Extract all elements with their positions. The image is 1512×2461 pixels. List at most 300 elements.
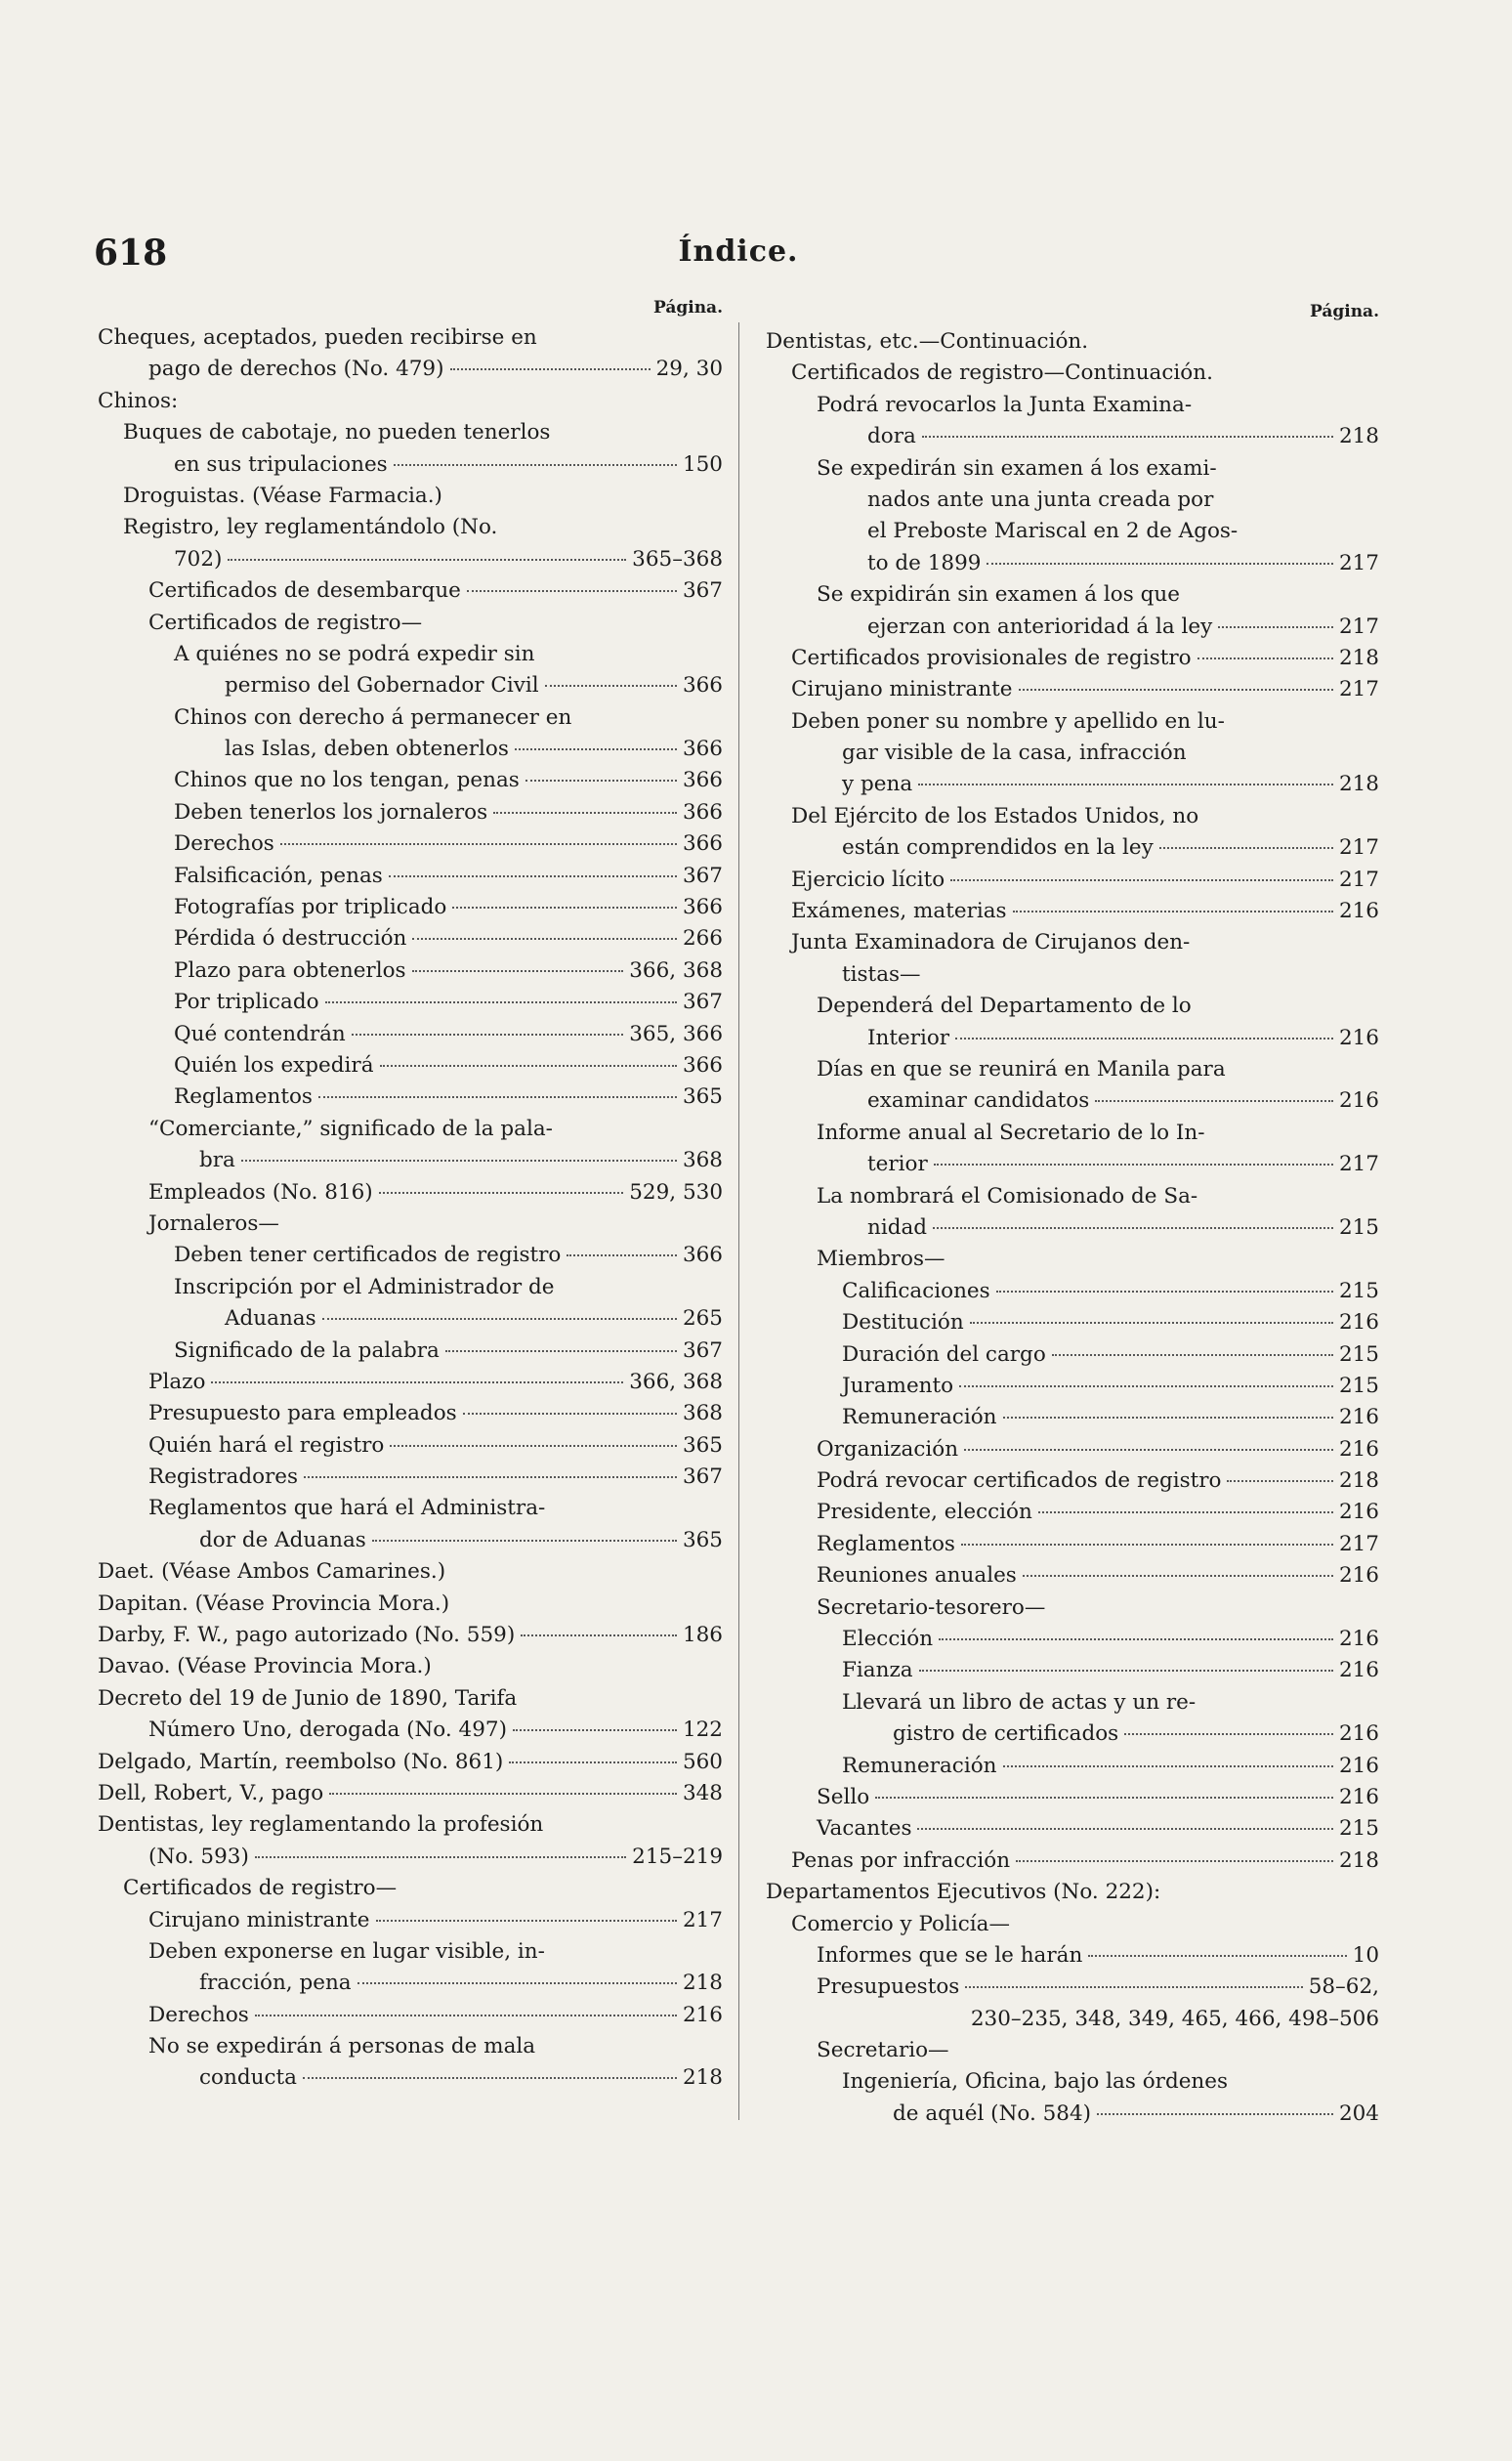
entry-text: Número Uno, derogada (No. 497) (148, 1718, 507, 1743)
entry-page-ref: 217 (1338, 677, 1379, 702)
index-entry (762, 1371, 1379, 1402)
index-entry (762, 1149, 1379, 1180)
index-entry (762, 612, 1379, 643)
dot-leader (970, 1322, 1333, 1324)
dot-leader (1003, 1765, 1333, 1767)
entry-text: dor de Aduanas (199, 1527, 366, 1552)
entry-text: (No. 593) (148, 1844, 249, 1869)
entry-text: Presupuestos (817, 1974, 960, 2000)
entry-page-ref: 216 (1338, 1025, 1379, 1050)
entry-text: gistro de certificados (893, 1721, 1119, 1747)
entry-page-ref: 218 (682, 1971, 723, 1996)
dot-leader (1097, 2113, 1333, 2115)
entry-page-ref: 365, 366 (629, 1021, 723, 1046)
index-entry (94, 1873, 723, 1904)
index-entry (762, 801, 1379, 832)
entry-text: Empleados (No. 816) (148, 1179, 373, 1205)
index-entry (94, 1336, 723, 1367)
dot-leader (918, 784, 1333, 785)
dot-leader (922, 436, 1333, 438)
index-entry (762, 453, 1379, 485)
entry-page-ref: 366 (682, 1243, 723, 1268)
dot-leader (961, 1544, 1333, 1546)
entry-page-ref: 367 (682, 863, 723, 888)
entry-text: Remuneración (842, 1753, 997, 1778)
entry-text: gar visible de la casa, infracción (842, 741, 1187, 766)
entry-text: Darby, F. W., pago autorizado (No. 559) (98, 1623, 516, 1648)
dot-leader (390, 1445, 677, 1447)
dot-leader (241, 1160, 677, 1162)
entry-text: Dentistas, etc.—Continuación. (766, 329, 1089, 354)
index-entry (94, 955, 723, 987)
index-entry (94, 1019, 723, 1050)
entry-page-ref: 365 (682, 1432, 723, 1458)
entry-text: Se expidirán sin examen á los que (817, 582, 1180, 608)
index-entry (762, 1846, 1379, 1877)
entry-page-ref: 367 (682, 1464, 723, 1490)
entry-text: “Comerciante,” significado de la pala- (148, 1116, 553, 1141)
dot-leader (939, 1638, 1333, 1640)
entry-text: Elección (842, 1627, 934, 1652)
entry-text: Droguistas. (Véase Farmacia.) (123, 483, 442, 508)
index-entry (94, 1620, 723, 1651)
index-entry (94, 1050, 723, 1082)
index-entry (762, 959, 1379, 991)
dot-leader (1159, 847, 1333, 849)
entry-text: Registro, ley reglamentándolo (No. (123, 515, 498, 540)
index-entry (94, 2031, 723, 2062)
entry-text: Buques de cabotaje, no pueden tenerlos (123, 420, 551, 446)
dot-leader (228, 559, 626, 561)
index-entry (762, 1402, 1379, 1433)
entry-text: Daet. (Véase Ambos Camarines.) (98, 1559, 446, 1585)
entry-text: Organización (817, 1436, 959, 1462)
index-entry (762, 1687, 1379, 1718)
entry-text: Calificaciones (842, 1278, 990, 1303)
entry-page-ref: 366 (682, 737, 723, 762)
index-entry (94, 2000, 723, 2031)
entry-text: Dentistas, ley reglamentando la profesión (98, 1812, 544, 1838)
index-entry (94, 1145, 723, 1176)
dot-leader (255, 1856, 626, 1858)
index-entry (94, 512, 723, 543)
dot-leader (955, 1038, 1333, 1040)
index-entry (94, 1651, 723, 1682)
entry-text: Qué contendrán (174, 1021, 346, 1046)
entry-text: nados ante una junta creada por (867, 487, 1214, 512)
index-entry (94, 1177, 723, 1209)
page-number: 618 (94, 233, 168, 274)
entry-text: Pérdida ó destrucción (174, 926, 407, 952)
index-entry (762, 865, 1379, 896)
index-entry (94, 1240, 723, 1271)
index-entry (94, 1525, 723, 1556)
entry-text: Quién los expedirá (174, 1052, 374, 1078)
entry-text: Certificados provisionales de registro (791, 645, 1192, 670)
entry-text: Fotografías por triplicado (174, 895, 447, 920)
index-entry (762, 1529, 1379, 1560)
entry-text: Dependerá del Departamento de lo (817, 994, 1192, 1019)
index-entry (762, 927, 1379, 958)
dot-leader (875, 1797, 1333, 1799)
index-entry (762, 2066, 1379, 2098)
dot-leader (1016, 1860, 1333, 1862)
dot-leader (1052, 1354, 1333, 1356)
entry-page-ref: 217 (1338, 835, 1379, 861)
entry-page-ref: 218 (1338, 645, 1379, 670)
entry-page-ref: 218 (1338, 424, 1379, 449)
dot-leader (467, 590, 677, 592)
entry-text: Vacantes (817, 1816, 912, 1842)
entry-page-ref: 216 (1338, 1784, 1379, 1809)
entry-text: bra (199, 1148, 235, 1173)
entry-text: Derechos (174, 831, 274, 857)
index-entry (762, 1054, 1379, 1085)
entry-text: Sello (817, 1784, 870, 1809)
index-entry (94, 417, 723, 448)
entry-text: Ejercicio lícito (791, 867, 945, 892)
entry-text: Falsificación, penas (174, 863, 383, 888)
index-entry (762, 516, 1379, 547)
entry-text: nidad (867, 1214, 928, 1240)
dot-leader (567, 1254, 677, 1256)
entry-page-ref: 217 (1338, 1531, 1379, 1556)
entry-page-ref: 216 (1338, 1500, 1379, 1525)
index-entry (762, 1212, 1379, 1244)
entry-page-ref: 204 (1338, 2100, 1379, 2126)
index-entry (762, 1339, 1379, 1371)
index-entry (94, 797, 723, 828)
entry-text: Reglamentos (174, 1084, 313, 1110)
dot-leader (255, 2015, 677, 2016)
entry-text: Dell, Robert, V., pago (98, 1780, 324, 1805)
entry-page-ref: 218 (1338, 772, 1379, 797)
dot-leader (934, 1164, 1333, 1166)
entry-text: Quién hará el registro (148, 1432, 385, 1458)
dot-leader (950, 879, 1333, 881)
index-entry (762, 674, 1379, 705)
entry-page-ref: 217 (1338, 867, 1379, 892)
entry-page-ref: 366 (682, 768, 723, 793)
index-entry (94, 1747, 723, 1778)
entry-text: examinar candidatos (867, 1088, 1090, 1114)
index-entry (94, 1715, 723, 1746)
index-entry (762, 896, 1379, 927)
dot-leader (450, 368, 651, 370)
index-entry (94, 354, 723, 385)
index-entry (94, 1842, 723, 1873)
left-column (94, 293, 723, 2095)
entry-text: pago de derechos (No. 479) (148, 357, 444, 382)
dot-leader (325, 1001, 677, 1003)
entry-text: Certificados de desembarque (148, 578, 461, 604)
index-entry (762, 1972, 1379, 2003)
entry-page-ref: 215 (1338, 1816, 1379, 1842)
page-header (94, 233, 1383, 281)
entry-page-ref: 218 (1338, 1847, 1379, 1873)
dot-leader (412, 938, 677, 940)
dot-leader (1218, 626, 1333, 628)
dot-leader (917, 1828, 1332, 1830)
index-entry (762, 1023, 1379, 1054)
index-entry (762, 1718, 1379, 1750)
entry-page-ref: 217 (682, 1907, 723, 1932)
index-entry (94, 1556, 723, 1588)
dot-leader (357, 1982, 677, 1984)
index-entry (762, 991, 1379, 1022)
entry-text: Significado de la palabra (174, 1337, 440, 1363)
dot-leader (1013, 911, 1333, 912)
dot-leader (463, 1413, 677, 1415)
entry-text: Derechos (148, 2002, 249, 2027)
index-entry (94, 1462, 723, 1493)
index-entry (762, 548, 1379, 579)
dot-leader (933, 1227, 1333, 1229)
entry-text: Deben tener certificados de registro (174, 1243, 562, 1268)
entry-page-ref: 216 (682, 2002, 723, 2027)
index-entry (94, 1398, 723, 1429)
index-entry (94, 923, 723, 955)
dot-leader (509, 1761, 677, 1763)
index-entry (762, 1465, 1379, 1497)
entry-text: Presupuesto para empleados (148, 1401, 457, 1426)
index-entry (762, 579, 1379, 611)
index-entry (762, 1813, 1379, 1845)
entry-page-ref: 348 (682, 1780, 723, 1805)
entry-page-ref: 366 (682, 831, 723, 857)
entry-text: Deben tenerlos los jornaleros (174, 799, 488, 825)
entry-text: Por triplicado (174, 990, 319, 1015)
index-entry (762, 390, 1379, 421)
entry-page-ref: 216 (1338, 1563, 1379, 1589)
entry-page-ref: 560 (682, 1749, 723, 1774)
index-entry (762, 1940, 1379, 1972)
entry-text: Reglamentos (817, 1531, 955, 1556)
right-entries (762, 326, 1379, 2130)
index-entry (94, 765, 723, 796)
entry-page-ref: 215 (1338, 1278, 1379, 1303)
entry-text: Se expedirán sin examen á los exami- (817, 455, 1217, 481)
entry-text: Inscripción por el Administrador de (174, 1274, 555, 1299)
entry-text: Plazo para obtenerlos (174, 957, 406, 983)
entry-page-ref: 216 (1338, 1436, 1379, 1462)
entry-page-ref: 216 (1338, 1721, 1379, 1747)
entry-page-ref: 122 (682, 1718, 723, 1743)
entry-page-ref: 216 (1338, 899, 1379, 924)
index-entry (762, 1307, 1379, 1338)
index-entry (94, 608, 723, 639)
entry-text: to de 1899 (867, 550, 982, 575)
index-entry (762, 2099, 1379, 2130)
index-entry (762, 706, 1379, 738)
dot-leader (329, 1793, 677, 1795)
left-entries (94, 322, 723, 2095)
index-entry (762, 1592, 1379, 1624)
index-entry (762, 1276, 1379, 1307)
entry-text: Informe anual al Secretario de lo In- (817, 1120, 1205, 1145)
entry-page-ref: 216 (1338, 1310, 1379, 1336)
index-entry (94, 1430, 723, 1462)
index-entry (762, 832, 1379, 864)
entry-page-ref: 368 (682, 1401, 723, 1426)
index-entry (762, 1181, 1379, 1212)
entry-text: Exámenes, materias (791, 899, 1007, 924)
entry-page-ref: 216 (1338, 1753, 1379, 1778)
index-entry (94, 639, 723, 670)
dot-leader (394, 464, 677, 466)
entry-page-ref: 150 (682, 451, 723, 477)
index-entry (762, 2004, 1379, 2035)
index-entry (762, 421, 1379, 452)
entry-text: el Preboste Mariscal en 2 de Agos- (867, 519, 1239, 544)
index-entry (94, 1493, 723, 1524)
entry-text: Delgado, Martín, reembolso (No. 861) (98, 1749, 504, 1774)
dot-leader (445, 1350, 677, 1352)
index-entry (94, 2062, 723, 2094)
index-entry (94, 670, 723, 701)
dot-leader (280, 843, 677, 845)
entry-text: Deben exponerse en lugar visible, in- (148, 1938, 545, 1964)
dot-leader (1038, 1511, 1333, 1513)
entry-text: Ingeniería, Oficina, bajo las órdenes (842, 2069, 1229, 2095)
dot-leader (303, 2077, 677, 2079)
pagina-label-right: Página. (1310, 302, 1379, 321)
entry-text: 230–235, 348, 349, 465, 466, 498–506 (970, 2006, 1379, 2031)
entry-page-ref: 215 (1338, 1341, 1379, 1367)
dot-leader (389, 875, 677, 877)
entry-page-ref: 366 (682, 1052, 723, 1078)
pagina-label-left: Página. (653, 298, 723, 318)
dot-leader (1197, 658, 1333, 659)
entry-text: Llevará un libro de actas y un re- (842, 1689, 1197, 1715)
index-entry (762, 1877, 1379, 1908)
index-entry (94, 987, 723, 1018)
entry-text: Informes que se le harán (817, 1942, 1083, 1968)
index-entry (94, 322, 723, 354)
entry-page-ref: 218 (1338, 1468, 1379, 1494)
dot-leader (318, 1096, 677, 1098)
entry-page-ref: 365–368 (632, 546, 723, 572)
dot-leader (521, 1634, 677, 1636)
entry-text: Cirujano ministrante (148, 1907, 370, 1932)
entry-text: Fianza (842, 1658, 913, 1683)
entry-page-ref: 215 (1338, 1373, 1379, 1398)
entry-text: Cirujano ministrante (791, 677, 1013, 702)
index-entry (94, 1936, 723, 1968)
entry-text: Comercio y Policía— (791, 1911, 1010, 1936)
entry-text: Secretario-tesorero— (817, 1594, 1046, 1620)
entry-text: y pena (842, 772, 913, 797)
entry-text: 702) (174, 546, 223, 572)
column-divider (738, 322, 739, 2120)
entry-page-ref: 529, 530 (629, 1179, 723, 1205)
dot-leader (322, 1318, 677, 1320)
entry-text: Plazo (148, 1369, 206, 1394)
entry-page-ref: 216 (1338, 1088, 1379, 1114)
dot-leader (304, 1476, 677, 1478)
index-entry (94, 1114, 723, 1145)
entry-text: están comprendidos en la ley (842, 835, 1154, 861)
entry-text: Reglamentos que hará el Administra- (148, 1496, 546, 1521)
index-entry (762, 358, 1379, 389)
entry-text: A quiénes no se podrá expedir sin (174, 641, 535, 666)
entry-page-ref: 218 (682, 2065, 723, 2091)
entry-page-ref: 366 (682, 673, 723, 699)
entry-text: Cheques, aceptados, pueden recibirse en (98, 325, 537, 350)
entry-page-ref: 216 (1338, 1627, 1379, 1652)
index-entry (762, 1085, 1379, 1117)
entry-text: Registradores (148, 1464, 299, 1490)
entry-text: las Islas, deben obtenerlos (225, 737, 509, 762)
index-entry (94, 1905, 723, 1936)
entry-text: Remuneración (842, 1405, 997, 1430)
index-entry (762, 1751, 1379, 1782)
entry-text: Interior (867, 1025, 950, 1050)
entry-text: Aduanas (225, 1306, 316, 1332)
dot-leader (352, 1034, 623, 1036)
entry-text: Chinos que no los tengan, penas (174, 768, 520, 793)
entry-text: Presidente, elección (817, 1500, 1032, 1525)
index-entry (762, 1497, 1379, 1528)
entry-text: Penas por infracción (791, 1847, 1011, 1873)
entry-text: Davao. (Véase Provincia Mora.) (98, 1654, 432, 1679)
index-entry (762, 1434, 1379, 1465)
index-entry (94, 1272, 723, 1303)
entry-text: Miembros— (817, 1247, 945, 1272)
entry-page-ref: 216 (1338, 1658, 1379, 1683)
entry-text: Certificados de registro— (148, 610, 423, 635)
entry-text: dora (867, 424, 916, 449)
entry-page-ref: 217 (1338, 550, 1379, 575)
index-entry (94, 1968, 723, 1999)
dot-leader (1227, 1480, 1332, 1482)
entry-text: Chinos: (98, 388, 179, 413)
entry-page-ref: 366 (682, 895, 723, 920)
index-entry (762, 485, 1379, 516)
entry-page-ref: 217 (1338, 1152, 1379, 1177)
entry-text: Chinos con derecho á permanecer en (174, 704, 572, 730)
entry-text: terior (867, 1152, 928, 1177)
page-title: Índice. (678, 234, 799, 269)
entry-page-ref: 10 (1352, 1942, 1379, 1968)
dot-leader (1003, 1417, 1333, 1419)
dot-leader (513, 1729, 677, 1731)
entry-text: Juramento (842, 1373, 954, 1398)
entry-text: Certificados de registro— (123, 1876, 398, 1901)
dot-leader (376, 1920, 677, 1922)
dot-leader (1023, 1575, 1333, 1577)
index-entry (94, 544, 723, 575)
entry-page-ref: 365 (682, 1084, 723, 1110)
index-entry (762, 1560, 1379, 1591)
index-entry (94, 1589, 723, 1620)
entry-text: Junta Examinadora de Cirujanos den- (791, 930, 1191, 955)
dot-leader (996, 1291, 1333, 1293)
index-entry (94, 386, 723, 417)
entry-text: Secretario— (817, 2038, 949, 2063)
entry-text: Decreto del 19 de Junio de 1890, Tarifa (98, 1685, 518, 1711)
entry-page-ref: 367 (682, 990, 723, 1015)
index-entry (762, 1624, 1379, 1655)
index-entry (94, 1683, 723, 1715)
index-entry (94, 1303, 723, 1335)
entry-text: La nombrará el Comisionado de Sa- (817, 1183, 1198, 1209)
dot-leader (372, 1540, 677, 1542)
index-entry (762, 769, 1379, 800)
index-entry (94, 481, 723, 512)
entry-text: Podrá revocarlos la Junta Examina- (817, 392, 1193, 417)
dot-leader (964, 1449, 1333, 1451)
